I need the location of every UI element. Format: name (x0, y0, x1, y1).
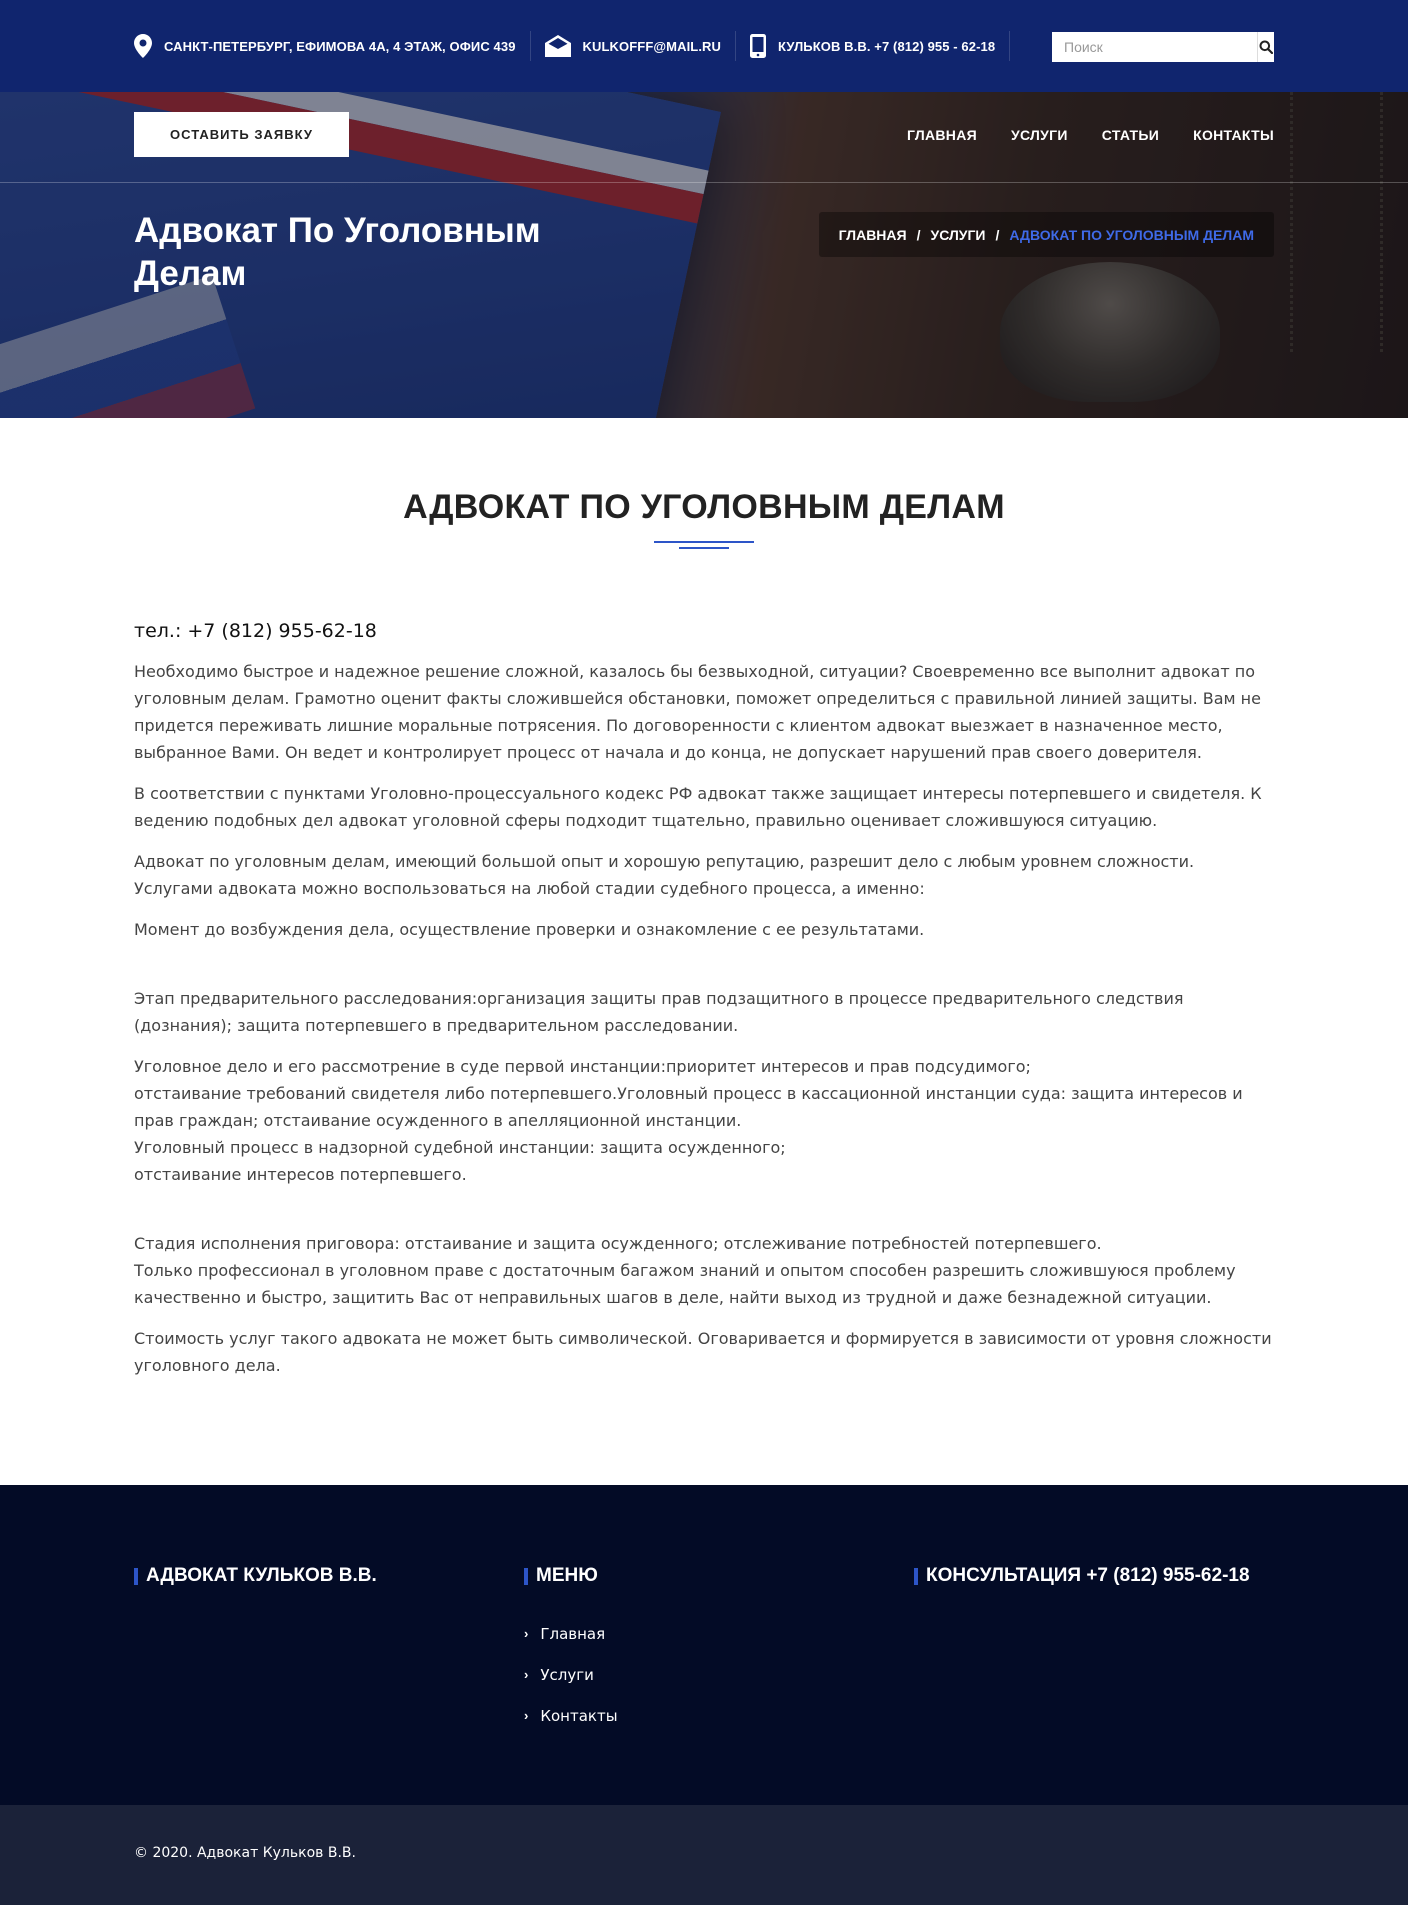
breadcrumb-separator: / (995, 226, 1000, 243)
title-underline-short (679, 547, 729, 549)
article-paragraph: отстаивание требований свидетеля либо потерпевшего.Уголовный процесс в кассационной инстанции суда: защита интересов и прав граждан; отстаивание осужденного в апелляционной инстанции. (134, 1084, 1243, 1130)
heading-accent-bar (914, 1568, 918, 1585)
heading-accent-bar (134, 1568, 138, 1585)
footer-menu-item (524, 1654, 618, 1695)
footer-heading (134, 1565, 377, 1587)
footer (0, 1485, 1408, 1805)
section-title: АДВОКАТ ПО УГОЛОВНЫМ ДЕЛАМ (403, 488, 1005, 526)
email-item[interactable] (545, 31, 736, 61)
breadcrumb-current: АДВОКАТ ПО УГОЛОВНЫМ ДЕЛАМ (1009, 226, 1254, 243)
breadcrumb-separator: / (916, 226, 921, 243)
title-underline (654, 541, 754, 543)
phone-link[interactable]: КУЛЬКОВ В.В. +7 (812) 955 - 62-18 (778, 38, 996, 54)
copyright-text: © 2020. Адвокат Кульков В.В. (134, 1845, 356, 1861)
search-icon (1259, 40, 1273, 54)
footer-link-services[interactable]: Услуги (540, 1665, 594, 1684)
heading-accent-bar (524, 1568, 528, 1585)
article-paragraph: Момент до возбуждения дела, осуществление проверки и ознакомление с ее результатами. (134, 920, 925, 939)
footer-heading-text: КОНСУЛЬТАЦИЯ +7 (812) 955-62-18 (926, 1565, 1250, 1586)
article-paragraph: Адвокат по уголовным делам, имеющий большой опыт и хорошую репутацию, разрешит дело с любым уровнем сложности. Услугами адвоката можно воспользоваться на любой стадии судебного процесса, а именно: (134, 852, 1195, 898)
nav-item-articles[interactable]: СТАТЬИ (1101, 126, 1160, 143)
top-contact-bar-inner (134, 0, 1274, 92)
map-pin-icon (134, 34, 152, 58)
article-paragraph: отстаивание интересов потерпевшего. (134, 1165, 467, 1184)
article-paragraph: Уголовное дело и его рассмотрение в суде первой инстанции:приоритет интересов и прав подсудимого; (134, 1057, 1031, 1076)
address-item (134, 31, 531, 61)
nav-item-home[interactable]: ГЛАВНАЯ (906, 126, 977, 143)
main-nav (873, 112, 1274, 157)
article-paragraph: Уголовный процесс в надзорной судебной инстанции: защита осужденного; (134, 1138, 786, 1157)
breadcrumb-services[interactable]: УСЛУГИ (930, 226, 986, 243)
article-paragraph: Стадия исполнения приговора: отстаивание и защита осужденного; отслеживание потребностей потерпевшего. (134, 1234, 1102, 1253)
footer-link-home[interactable]: Главная (540, 1624, 606, 1643)
top-contact-bar (0, 0, 1408, 92)
footer-menu (524, 1613, 618, 1736)
email-link[interactable]: KULKOFFF@MAIL.RU (582, 38, 722, 54)
page-hero (0, 92, 1408, 418)
article-paragraph: Только профессионал в уголовном праве с достаточным багажом знаний и опытом способен разрешить сложившуюся проблему качественно и быстро, защитить Вас от неправильных шагов в деле, найти выход из трудной и даже безнадежной ситуации. (134, 1261, 1236, 1307)
footer-heading (914, 1565, 1250, 1587)
article-paragraph: В соответствии с пунктами Уголовно-процессуального кодекс РФ адвокат также защищает интересы потерпевшего и свидетеля. К ведению подобных дел адвокат уголовной сферы подходит тщательно, правильно оценивает сложившуюся ситуацию. (134, 784, 1262, 830)
footer-heading-text: МЕНЮ (536, 1565, 598, 1586)
article-phone: тел.: +7 (812) 955-62-18 (134, 620, 377, 642)
nav-item-services[interactable]: УСЛУГИ (1010, 126, 1068, 143)
phone-item[interactable] (750, 31, 1010, 61)
footer-heading-text: АДВОКАТ КУЛЬКОВ В.В. (146, 1565, 377, 1586)
footer-menu-item (524, 1695, 618, 1736)
article-paragraph: Необходимо быстрое и надежное решение сложной, казалось бы безвыходной, ситуации? Своевременно все выполнит адвокат по уголовным делам. Грамотно оценит факты сложившейся обстановки, поможет определиться с правильной линией защиты. Вам не придется переживать лишние моральные потрясения. По договоренности с клиентом адвокат выезжает в назначенное место, выбранное Вами. Он ведет и контролирует процесс от начала и до конца, не допускает нарушений прав своего доверителя. (134, 662, 1261, 762)
search-button[interactable] (1257, 32, 1274, 62)
chevron-right-icon: › (524, 1667, 529, 1682)
chevron-right-icon: › (524, 1708, 529, 1723)
breadcrumb-home[interactable]: ГЛАВНАЯ (838, 226, 907, 243)
footer-column-menu (524, 1565, 618, 1736)
article-paragraph: Этап предварительного расследования:организация защиты прав подзащитного в процессе предварительного следствия (дознания); защита потерпевшего в предварительном расследовании. (134, 989, 1184, 1035)
envelope-icon (545, 35, 571, 57)
mobile-phone-icon (750, 34, 766, 58)
search-input[interactable] (1052, 32, 1257, 62)
footer-column-consultation (914, 1565, 1250, 1587)
page-title: Адвокат По Уголовным Делам (134, 211, 541, 293)
footer-menu-item (524, 1613, 618, 1654)
search-form (1052, 32, 1274, 62)
chevron-right-icon: › (524, 1626, 529, 1641)
breadcrumb (819, 212, 1274, 257)
footer-heading (524, 1565, 618, 1587)
article-paragraph: Стоимость услуг такого адвоката не может быть символической. Оговаривается и формируется в зависимости от уровня сложности уголовного дела. (134, 1329, 1272, 1375)
address-text: САНКТ-ПЕТЕРБУРГ, ЕФИМОВА 4А, 4 ЭТАЖ, ОФИС 439 (164, 38, 516, 54)
article-body (134, 620, 1274, 1393)
leave-request-button[interactable]: ОСТАВИТЬ ЗАЯВКУ (134, 112, 349, 157)
header-divider (0, 182, 1408, 183)
copyright-bar (0, 1805, 1408, 1905)
nav-item-contacts[interactable]: КОНТАКТЫ (1193, 126, 1274, 143)
footer-column-about (134, 1565, 377, 1587)
footer-link-contacts[interactable]: Контакты (540, 1706, 618, 1725)
